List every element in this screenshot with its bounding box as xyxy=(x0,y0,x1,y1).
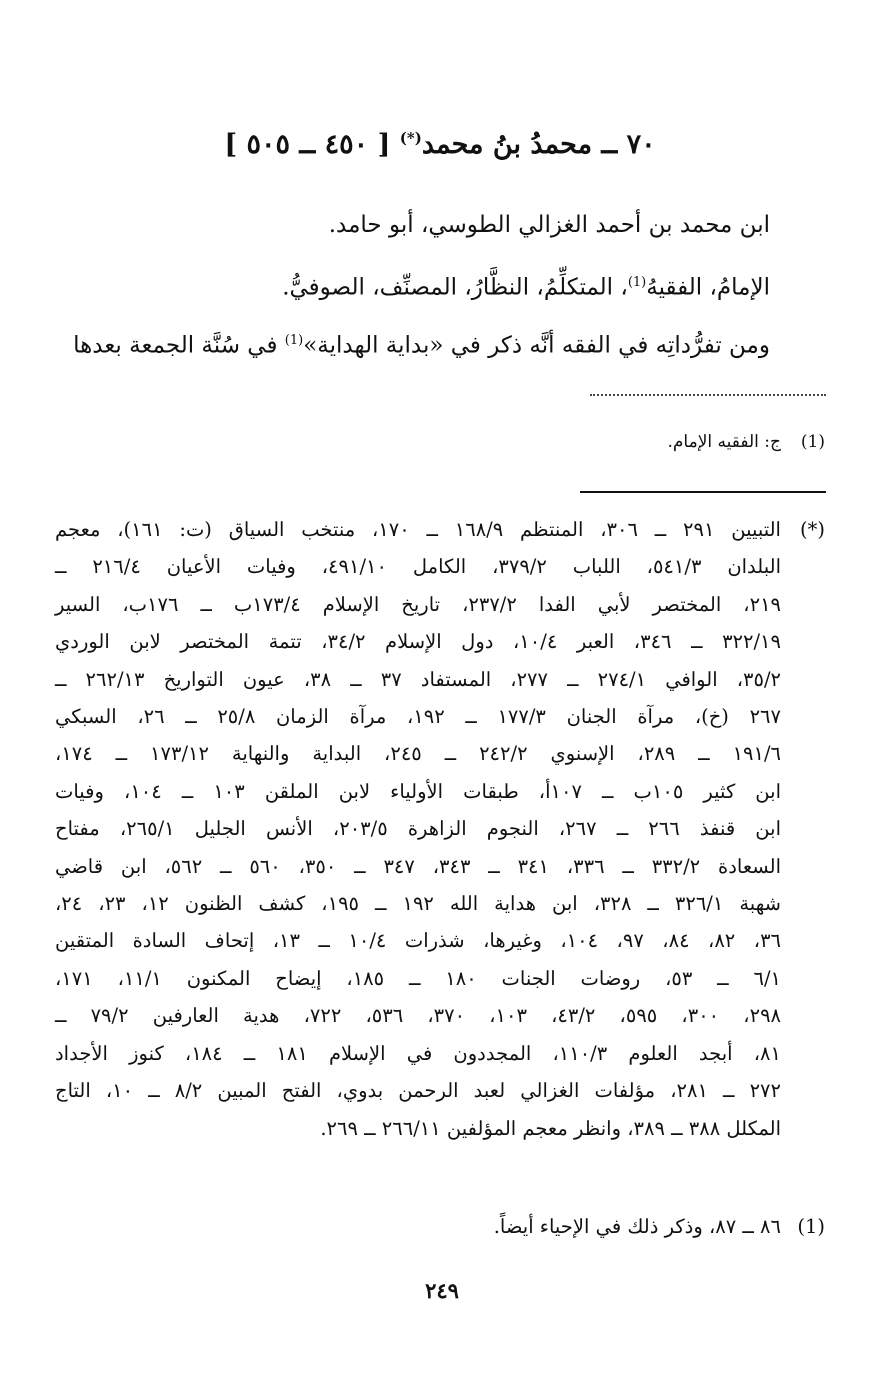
body-line-titles xyxy=(80,265,770,306)
footnote-text: ٨٦ ــ ٨٧، وذكر ذلك في الإحياء أيضاً. xyxy=(493,1215,781,1238)
body-line-titles-start: الإمامُ، الفقيهُ xyxy=(646,274,770,301)
footnote-marker: (1) xyxy=(627,275,647,290)
entry-title: ٧٠ ــ محمدُ بنُ محمد xyxy=(421,129,656,160)
sources-line: ٨١، أبجد العلوم ١١٠/٣، المجددون في الإسلام ١٨١ ــ ١٨٤، كنوز الأجداد xyxy=(55,1041,781,1065)
footnote-rule xyxy=(580,491,826,493)
sources-line: المكلل ٣٨٨ ــ ٣٨٩، وانظر معجم المؤلفين ٢٦٦/١١ ــ ٢٦٩. xyxy=(320,1116,781,1140)
sources-line: ١٩١/٦ ــ ٢٨٩، الإسنوي ٢٤٢/٢ ــ ٢٤٥، البداية والنهاية ١٧٣/١٢ ــ ١٧٤، xyxy=(55,742,782,766)
footnote-marker: (1) xyxy=(284,333,304,348)
sources-line: البلدان ٥٤١/٣، اللباب ٣٧٩/٢، الكامل ٤٩١/١٠، وفيات الأعيان ٢١٦/٤ ــ xyxy=(55,555,781,579)
references-marker: (*) xyxy=(399,129,422,147)
entry-heading xyxy=(140,118,740,165)
sources-line: ٣٢٢/١٩ ــ ٣٤٦، العبر ١٠/٤، دول الإسلام ٣٤/٢، تتمة المختصر لابن الوردي xyxy=(55,630,782,654)
sources-line-text: التبيين ٢٩١ ــ ٣٠٦، المنتظم ١٦٨/٩ ــ ١٧٠، منتخب السياق (ت: ١٦١)، معجم xyxy=(55,518,781,541)
body-line-lineage: ابن محمد بن أحمد الغزالي الطوسي، أبو حامد. xyxy=(328,212,770,238)
page-number: ٢٤٩ xyxy=(425,1278,459,1303)
footnote-number: (1) xyxy=(797,1215,825,1238)
sources-line: ٣٥/٢، الوافي ٢٧٤/١ ــ ٢٧٧، المستفاد ٣٧ ــ ٣٨، عيون التواريخ ٢٦٢/١٣ ــ xyxy=(55,667,782,691)
body-line-titles-end: ، المتكلِّمُ، النظَّارُ، المصنِّف، الصوفيُّ. xyxy=(282,274,628,301)
body-line-peculiarities-start: ومن تفرُّداتِه في الفقه أنَّه ذكر في «بداية الهداية» xyxy=(303,332,770,359)
footnote-variant xyxy=(55,427,825,457)
sources-list xyxy=(55,511,825,1147)
sources-line: ٢٧٢ ــ ٢٨١، مؤلفات الغزالي لعبد الرحمن بدوي، الفتح المبين ٨/٢ ــ ١٠، التاج xyxy=(55,1079,781,1103)
body-line-peculiarities xyxy=(73,323,770,364)
entry-years: [ ٤٥٠ ــ ٥٠٥ ] xyxy=(224,129,391,160)
sources-marker: (*) xyxy=(800,518,825,541)
sources-line xyxy=(55,511,825,548)
footnote-text: ج: الفقيه الإمام. xyxy=(667,432,781,452)
sources-line: ٢٦٧ (خ)، مرآة الجنان ١٧٧/٣ ــ ١٩٢، مرآة الزمان ٢٥/٨ ــ ٢٦، السبكي xyxy=(55,705,781,729)
continuation-dotted-divider xyxy=(590,394,826,396)
sources-line: ٣٦، ٨٢، ٨٤، ٩٧، ١٠٤، وغيرها، شذرات ١٠/٤ ــ ١٣، إتحاف السادة المتقين xyxy=(55,929,782,953)
sources-line: ٢٩٨، ٣٠٠، ٥٩٥، ٤٣/٢، ١٠٣، ٣٧٠، ٥٣٦، ٧٢٢، هدية العارفين ٧٩/٢ ــ xyxy=(55,1004,782,1028)
footnote-sunnah-source xyxy=(55,1211,825,1243)
sources-line: ابن قنفذ ٢٦٦ ــ ٢٦٧، النجوم الزاهرة ٢٠٣/٥، الأنس الجليل ٢٦٥/١، مفتاح xyxy=(55,817,781,841)
sources-line: شهبة ٣٢٦/١ ــ ٣٢٨، ابن هداية الله ١٩٢ ــ ١٩٥، كشف الظنون ١٢، ٢٣، ٢٤، xyxy=(55,892,782,916)
body-line-peculiarities-end: في سُنَّة الجمعة بعدها xyxy=(73,332,285,359)
sources-line: ٢١٩، المختصر لأبي الفدا ٢٣٧/٢، تاريخ الإسلام ١٧٣/٤ب ــ ١٧٦ب، السير xyxy=(55,592,782,616)
sources-line: السعادة ٣٣٢/٢ ــ ٣٣٦، ٣٤١ ــ ٣٤٣، ٣٤٧ ــ ٣٥٠، ٥٦٠ ــ ٥٦٢، ابن قاضي xyxy=(55,854,782,878)
sources-line: ابن كثير ١٠٥ب ــ ١٠٧أ، طبقات الأولياء لابن الملقن ١٠٣ ــ ١٠٤، وفيات xyxy=(55,779,781,803)
sources-line: ٦/١ ــ ٥٣، روضات الجنات ١٨٠ ــ ١٨٥، إيضاح المكنون ١١/١، ١٧١، xyxy=(55,966,781,990)
footnote-number: (1) xyxy=(800,432,825,452)
